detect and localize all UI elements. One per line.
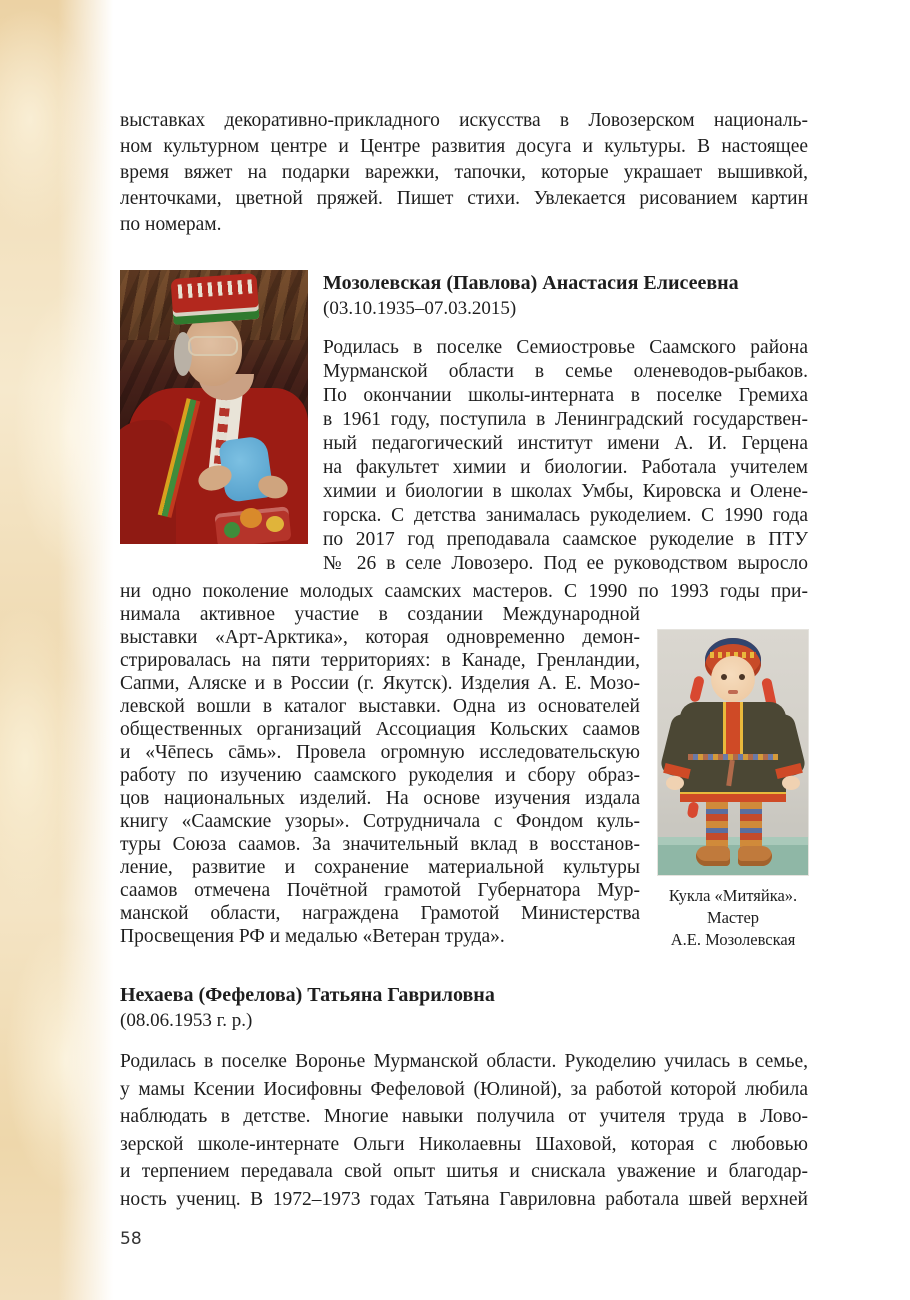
text-line: ленточками, цветной пряжей. Пишет стихи. Увлекается рисованием картин <box>120 188 808 209</box>
text-line: общественных организаций Ассоциация Кольских саамов <box>120 719 640 740</box>
yarn <box>266 516 284 532</box>
text-line: ность учениц. В 1972–1973 годах Татьяна Гавриловна работала швей верхней <box>120 1188 808 1210</box>
text-line: на факультет химии и биологии. Работала учителем <box>323 457 808 478</box>
profile-nekhaeva <box>120 982 808 1213</box>
text-line: книгу «Саамские узоры». Сотрудничала с Фондом куль- <box>120 811 640 832</box>
text-line: А.Е. Мозолевская <box>670 930 796 949</box>
text-line: горска. С детства занималась рукоделием. С 1990 года <box>323 505 808 526</box>
doll-photo-caption <box>652 885 814 951</box>
biography-paragraph <box>120 1048 808 1213</box>
text-line: время вяжет на подарки варежки, тапочки, которые украшает вышивкой, <box>120 162 808 183</box>
text-line: цов национальных изделий. На основе изучения издала <box>120 788 640 809</box>
text-line: выставки «Арт-Арктика», которая одновременно демон- <box>120 627 640 648</box>
intro-paragraph <box>120 108 808 238</box>
text-line: туры Союза саамов. За значительный вклад в восстанов- <box>120 834 640 855</box>
text-line: стрировалась на пяти территориях: в Канаде, Гренландии, <box>120 650 640 671</box>
page-content <box>120 0 808 1249</box>
text-line: Сапми, Аляске и в России (г. Якутск). Изделия А. Е. Мозо- <box>120 673 640 694</box>
doll-boot <box>738 846 772 866</box>
text-line: по номерам. <box>120 214 222 235</box>
doll-photo <box>658 630 808 875</box>
doll-boot <box>696 846 730 866</box>
person-name-heading: Нехаева (Фефелова) Татьяна Гавриловна <box>120 984 495 1006</box>
text-line: ление, развитие и сохранение материальной культуры <box>120 857 640 878</box>
text-line: левской вошли в каталог выставки. Одна из основателей <box>120 696 640 717</box>
decorative-left-margin <box>0 0 118 1300</box>
doll-striped-legging <box>706 802 728 848</box>
text-line: химии и биологии в школах Умбы, Кировска и Олене- <box>323 481 808 502</box>
text-line: и «Чēпесь сāмь». Провела огромную исследовательскую <box>120 742 640 763</box>
text-line: у мамы Ксении Иосифовны Фефеловой (Юлиной), за работой которой любила <box>120 1078 808 1100</box>
doll-belt <box>688 754 778 760</box>
text-line: Мурманской области в семье оленеводов-рыбаков. <box>323 361 808 382</box>
teal-shelf <box>658 837 808 875</box>
doll-figure <box>652 630 814 951</box>
text-line: наблюдать в детстве. Многие навыки получила от учителя труда в Лово- <box>120 1106 808 1127</box>
text-line: саамов отмечена Почётной грамотой Губернатора Мур- <box>120 880 640 901</box>
biography-column <box>323 336 808 576</box>
text-line: Родилась в поселке Воронье Мурманской области. Рукоделию училась в семье, <box>120 1051 808 1072</box>
yarn <box>240 508 262 528</box>
biography-full-width-line: ни одно поколение молодых саамских мастеров. С 1990 по 1993 годы при- <box>120 581 808 602</box>
glasses <box>188 336 238 356</box>
text-line: ный педагогический институт имени А. И. Герцена <box>323 433 808 454</box>
text-line: зерской школе-интернате Ольги Николаевны Шаховой, которая с любовью <box>120 1133 808 1155</box>
life-dates: (03.10.1935–07.03.2015) <box>323 298 517 319</box>
text-line: в 1961 году, поступила в Ленинградский государствен- <box>323 409 808 430</box>
text-line: и терпением передавала свой опыт шитья и снискала уважение и благодар- <box>120 1161 808 1182</box>
text-line: по 2017 год преподавала саамское рукоделие в ПТУ <box>323 529 808 550</box>
portrait-photo <box>120 270 308 544</box>
text-line: нимала активное участие в создании Международной <box>120 604 640 625</box>
text-line: выставках декоративно-прикладного искусства в Ловозерском националь- <box>120 110 808 131</box>
text-line: Мастер <box>706 908 760 927</box>
text-line: манской области, награждена Грамотой Министерства <box>120 903 640 924</box>
text-line: № 26 в селе Ловозеро. Под ее руководством выросло <box>323 553 808 574</box>
birth-date: (08.06.1953 г. р.) <box>120 1010 253 1031</box>
text-line: Родилась в поселке Семиостровье Саамского района <box>323 337 808 358</box>
profile-mozolevskaya <box>120 270 808 948</box>
biography-wrap-column <box>120 603 640 948</box>
text-line: работу по изучению саамского рукоделия и сбору образ- <box>120 765 640 786</box>
person-name-heading: Мозолевская (Павлова) Анастасия Елисеевна <box>323 272 739 294</box>
text-line: Кукла «Митяйка». <box>668 886 798 905</box>
doll-face <box>711 656 755 702</box>
text-line: По окончании школы-интерната в поселке Гремиха <box>323 385 808 406</box>
page-number: 58 <box>120 1229 142 1249</box>
yarn <box>224 522 240 538</box>
text-line: ном культурном центре и Центре развития досуга и культуры. В настоящее <box>120 136 808 157</box>
doll-striped-legging <box>740 802 762 848</box>
text-line: Просвещения РФ и медалью «Ветеран труда». <box>120 926 505 947</box>
